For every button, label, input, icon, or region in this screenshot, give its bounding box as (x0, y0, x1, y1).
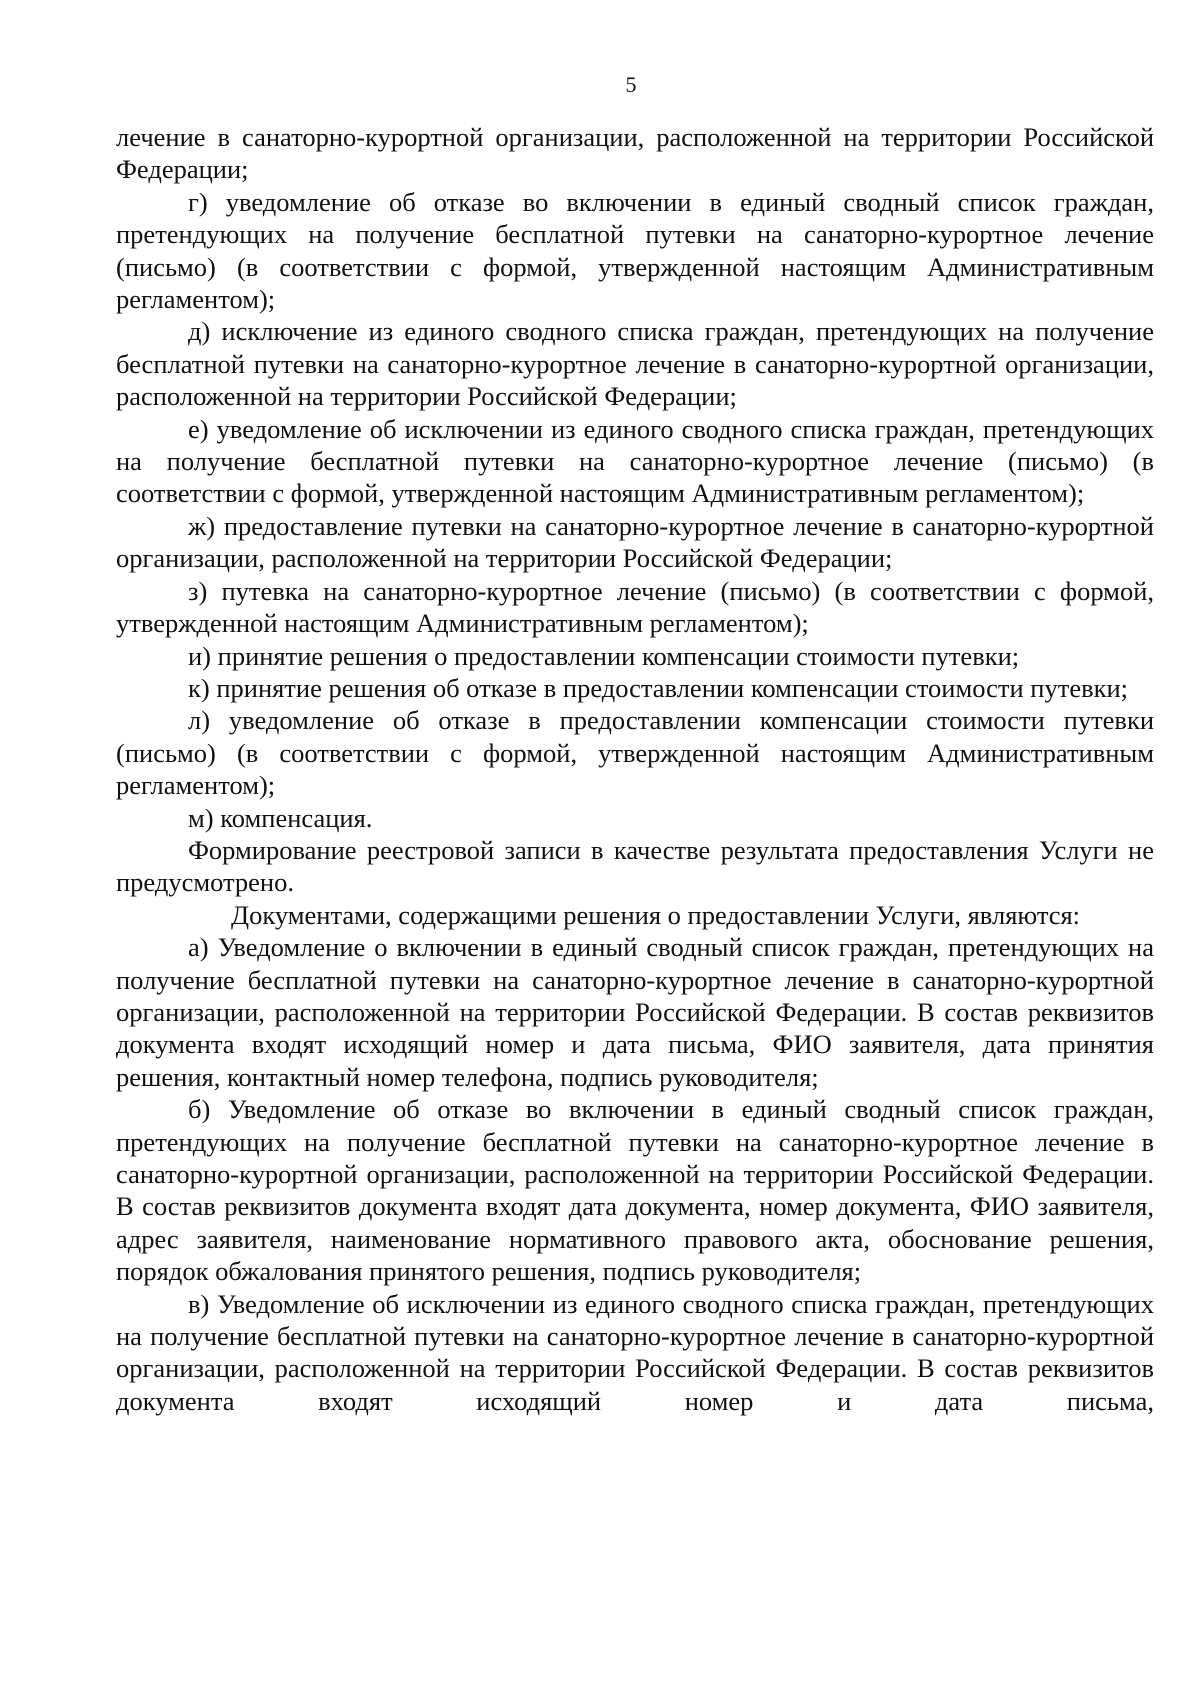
list-item-i: и) принятие решения о предоставлении компенсации стоимости путевки; (188, 640, 1020, 671)
list-item-m: м) компенсация. (188, 802, 373, 833)
page-number: 5 (625, 72, 637, 97)
list-item-z: з) путевка на санаторно-курортное лечение (письмо) (в соответствии с формой, утвержденной настоящим Административным регламентом); (116, 575, 1154, 639)
list-item-g: г) уведомление об отказе во включении в единый сводный список граждан, претендующих на получение бесплатной путевки на санаторно-курортное лечение (письмо) (в соответствии с формой, утвержденной настоящим Административным регламентом); (116, 186, 1154, 315)
list-item-zh: ж) предоставление путевки на санаторно-курортное лечение в санаторно-курортной организации, расположенной на территории Российской Федерации; (116, 510, 1154, 574)
documents-intro-paragraph: Документами, содержащими решения о предоставлении Услуги, являются: (231, 899, 1081, 930)
paragraph-continuation: лечение в санаторно-курортной организации, расположенной на территории Российской Федерации; (116, 122, 1154, 185)
list-item-d: д) исключение из единого сводного списка граждан, претендующих на получение бесплатной путевки на санаторно-курортное лечение в санаторно-курортной организации, расположенной на территории Российской Федерации; (116, 316, 1154, 412)
document-item-a: а) Уведомление о включении в единый сводный список граждан, претендующих на получение бесплатной путевки на санаторно-курортное лечение в санаторно-курортной организации, расположенной на территории Российской Федерации. В состав реквизитов документа входят исходящий номер и дата письма, ФИО заявителя, дата принятия решения, контактный номер телефона, подпись руководителя; (116, 932, 1154, 1092)
list-item-e: е) уведомление об исключении из единого сводного списка граждан, претендующих на получение бесплатной путевки на санаторно-курортное лечение (письмо) (в соответствии с формой, утвержденной настоящим Административным регламентом); (116, 413, 1154, 509)
registry-record-paragraph: Формирование реестровой записи в качестве результата предоставления Услуги не предусмотрено. (116, 834, 1154, 898)
list-item-k: к) принятие решения об отказе в предоставлении компенсации стоимости путевки; (188, 672, 1129, 703)
document-item-b: б) Уведомление об отказе во включении в единый сводный список граждан, претендующих на получение бесплатной путевки на санаторно-курортное лечение в санаторно-курортной организации, расположенной на территории Российской Федерации. В состав реквизитов документа входят дата документа, номер документа, ФИО заявителя, адрес заявителя, наименование нормативного правового акта, обоснование решения, порядок обжалования принятого решения, подпись руководителя; (116, 1094, 1154, 1287)
list-item-l: л) уведомление об отказе в предоставлении компенсации стоимости путевки (письмо) (в соответствии с формой, утвержденной настоящим Административным регламентом); (116, 705, 1154, 801)
document-item-v: в) Уведомление об исключении из единого сводного списка граждан, претендующих на получение бесплатной путевки на санаторно-курортное лечение в санаторно-курортной организации, расположенной на территории Российской Федерации. В состав реквизитов документа входят исходящий номер и дата письма, (116, 1288, 1154, 1416)
document-body (116, 121, 1154, 1417)
